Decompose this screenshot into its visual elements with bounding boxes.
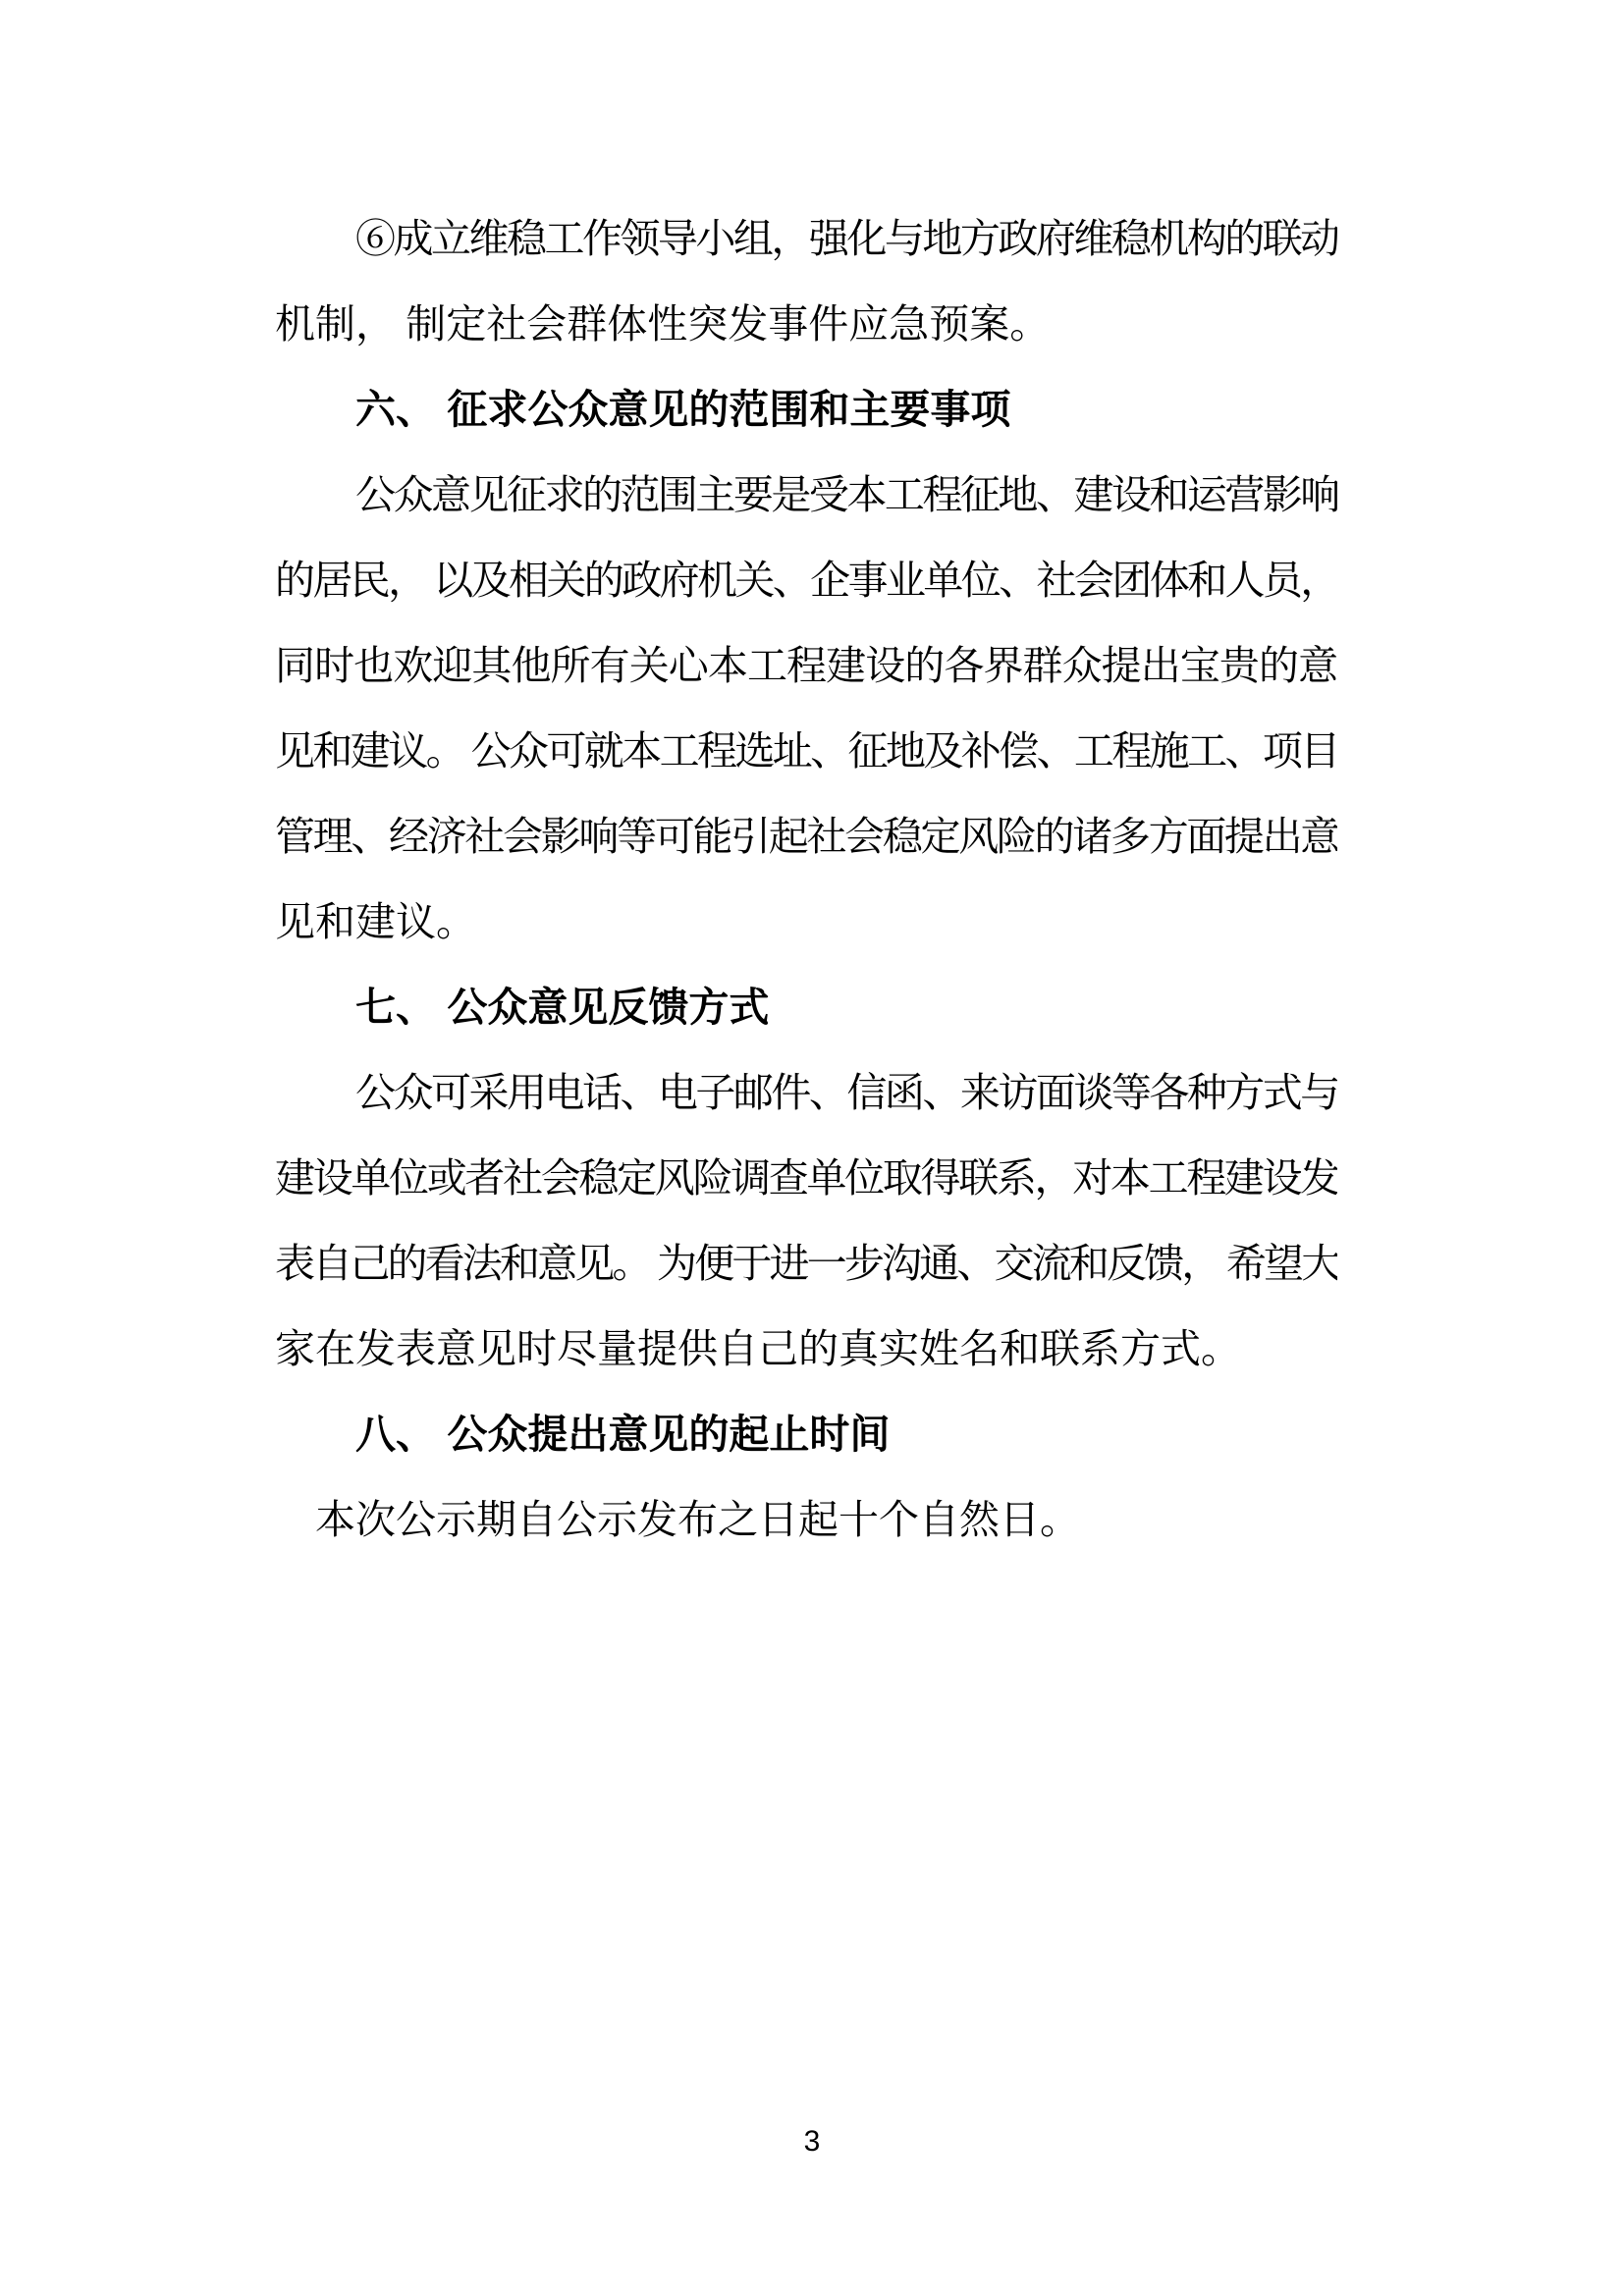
para-scope-line-5: 管理、经济社会影响等可能引起社会稳定风险的诸多方面提出意 [275,814,1337,859]
para-feedback-line-2: 建设单位或者社会稳定风险调查单位取得联系，对本工程建设发 [275,1155,1337,1201]
page-number: 3 [803,2125,821,2158]
para-feedback-line-4: 家在发表意见时尽量提供自己的真实姓名和联系方式。 [275,1326,1241,1371]
para-scope-line-3: 同时也欢迎其他所有关心本工程建设的各界群众提出宝贵的意 [275,643,1337,688]
para-feedback-line-1: 公众可采用电话、电子邮件、信函、来访面谈等各种方式与 [355,1070,1337,1115]
para-item6-line-2: 机制， 制定社会群体性突发事件应急预案。 [275,301,1051,347]
para-scope-line-1: 公众意见征求的范围主要是受本工程征地、建设和运营影响 [355,472,1337,517]
para-feedback-line-3: 表自己的看法和意见。 为便于进一步沟通、交流和反馈， 希望大 [275,1241,1337,1286]
para-period-line: 本次公示期自公示发布之日起十个自然日。 [315,1497,1080,1542]
heading-section-6: 六、 征求公众意见的范围和主要事项 [355,387,1011,432]
document-body [275,196,1337,1563]
heading-section-8: 八、 公众提出意见的起止时间 [355,1412,891,1457]
para-scope-line-2: 的居民， 以及相关的政府机关、企事业单位、社会团体和人员， [275,558,1337,603]
para-item6-line-1: ⑥成立维稳工作领导小组，强化与地方政府维稳机构的联动 [355,216,1337,261]
para-scope-line-4: 见和建议。 公众可就本工程选址、征地及补偿、工程施工、项目 [275,728,1337,774]
para-scope-line-6: 见和建议。 [275,899,476,944]
heading-section-7: 七、 公众意见反馈方式 [355,985,770,1030]
